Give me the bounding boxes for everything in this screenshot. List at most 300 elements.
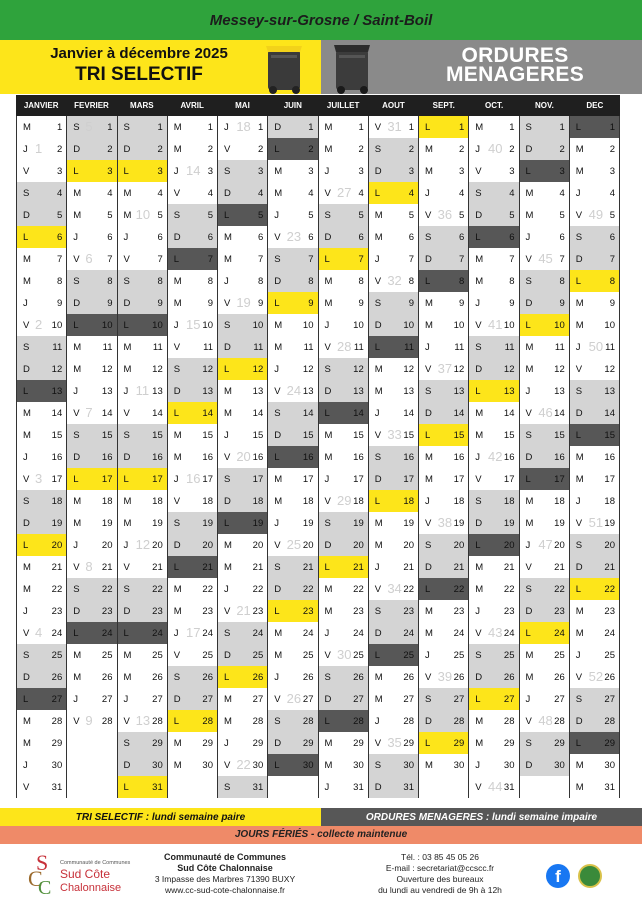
weekday-letter: L (525, 473, 531, 485)
facebook-icon[interactable]: f (546, 864, 570, 888)
day-cell (419, 446, 468, 468)
weekday-letter: S (23, 495, 30, 507)
day-cell (268, 754, 317, 776)
day-cell (168, 556, 217, 578)
day-number: 7 (458, 253, 465, 265)
day-cell (218, 248, 267, 270)
day-number: 4 (56, 187, 63, 199)
weekday-letter: J (123, 385, 129, 397)
day-number: 13 (152, 385, 163, 397)
month-column (570, 116, 620, 798)
day-number: 9 (107, 297, 113, 309)
day-number: 14 (403, 407, 414, 419)
day-number: 18 (604, 495, 615, 507)
weekday-letter: M (324, 429, 333, 441)
day-number: 11 (303, 341, 314, 353)
day-number: 17 (202, 473, 213, 485)
day-number: 9 (509, 297, 515, 309)
weekday-letter: M (274, 341, 283, 353)
day-cell (469, 556, 518, 578)
weekday-letter: D (374, 473, 382, 485)
day-number: 10 (503, 319, 515, 331)
day-cell (319, 226, 368, 248)
day-number: 16 (202, 451, 213, 463)
week-number: 1 (35, 141, 43, 156)
weekday-letter: L (274, 759, 280, 771)
day-cell (17, 270, 66, 292)
week-number: 31 (387, 119, 402, 134)
day-number: 17 (554, 473, 565, 485)
day-number: 14 (604, 407, 615, 419)
day-cell (268, 644, 317, 666)
weekday-letter: D (425, 407, 432, 419)
day-cell (17, 666, 66, 688)
day-cell (419, 160, 468, 182)
weekday-letter: M (73, 209, 82, 221)
day-cell (570, 424, 619, 446)
week-number: 13 (135, 713, 151, 728)
day-cell (319, 446, 368, 468)
day-number: 26 (202, 671, 213, 683)
week-number: 30 (337, 647, 352, 662)
weekday-letter: D (73, 605, 81, 617)
day-cell (319, 556, 368, 578)
weekday-letter: V (123, 253, 130, 265)
week-number: 41 (488, 317, 503, 332)
day-number: 15 (252, 429, 264, 441)
weekday-letter: J (173, 627, 179, 639)
day-number: 8 (56, 275, 63, 287)
day-cell (118, 622, 167, 644)
weekday-letter: D (274, 737, 282, 749)
day-cell (319, 688, 368, 710)
weekday-letter: L (73, 165, 79, 177)
day-number: 28 (353, 715, 364, 727)
day-number: 22 (453, 583, 465, 595)
week-number: 2 (35, 317, 43, 332)
day-cell (369, 336, 418, 358)
day-number: 22 (51, 583, 63, 595)
weekday-letter: M (324, 583, 333, 595)
week-number: 24 (286, 383, 302, 398)
day-cell (570, 248, 619, 270)
weekday-letter: M (274, 495, 283, 507)
day-number: 3 (157, 165, 163, 177)
day-cell (17, 688, 66, 710)
day-cell (118, 182, 167, 204)
day-number: 16 (353, 451, 364, 463)
weekday-letter: S (525, 737, 532, 749)
day-number: 2 (509, 143, 515, 155)
day-number: 20 (453, 539, 465, 551)
day-cell (268, 468, 317, 490)
day-cell (268, 534, 317, 556)
day-number: 3 (458, 165, 465, 177)
day-cell (469, 336, 518, 358)
day-number: 27 (403, 693, 414, 705)
weekday-letter: M (224, 539, 232, 551)
weekday-letter: V (425, 363, 432, 375)
day-cell (369, 248, 418, 270)
weekday-letter: S (23, 187, 30, 199)
weekday-letter: M (425, 165, 433, 177)
day-cell (570, 622, 619, 644)
weekday-letter: M (274, 473, 283, 485)
day-number: 26 (503, 671, 515, 683)
day-number: 19 (51, 517, 63, 529)
day-number: 10 (554, 319, 565, 331)
day-cell (268, 138, 317, 160)
weekday-letter: D (475, 363, 483, 375)
weekday-letter: V (274, 231, 281, 243)
day-number: 22 (202, 583, 213, 595)
day-number: 20 (101, 539, 113, 551)
day-number: 31 (252, 781, 264, 793)
day-cell (469, 380, 518, 402)
month-header: AOUT (382, 101, 405, 110)
day-cell (218, 204, 267, 226)
day-number: 25 (503, 649, 515, 661)
day-number: 22 (152, 583, 163, 595)
weekday-letter: M (173, 737, 182, 749)
weekday-letter: D (173, 539, 181, 551)
weekday-letter: L (73, 473, 79, 485)
day-cell (268, 204, 317, 226)
empty-cell (168, 776, 217, 798)
day-cell (268, 358, 317, 380)
day-cell (520, 292, 569, 314)
day-number: 18 (554, 495, 565, 507)
day-number: 17 (403, 473, 414, 485)
weekday-letter: M (23, 715, 31, 727)
weekday-letter: M (425, 319, 433, 331)
day-number: 17 (503, 473, 515, 485)
weekday-letter: J (73, 693, 78, 705)
day-number: 2 (207, 143, 213, 155)
day-number: 29 (503, 737, 515, 749)
weekday-letter: S (374, 451, 382, 463)
day-cell (469, 138, 518, 160)
weekday-letter: M (374, 209, 383, 221)
day-number: 17 (51, 473, 63, 485)
weekday-letter: J (374, 561, 380, 573)
day-number: 25 (353, 649, 364, 661)
weekday-letter: J (73, 231, 78, 243)
day-cell (570, 116, 619, 138)
day-cell (17, 732, 66, 754)
svg-text:C: C (28, 866, 43, 891)
weekday-letter: D (274, 121, 282, 133)
weekday-letter: V (274, 693, 281, 705)
weekday-letter: S (374, 605, 382, 617)
day-cell (319, 182, 368, 204)
weekday-letter: V (23, 627, 30, 639)
weekday-letter: M (525, 341, 534, 353)
day-cell (218, 182, 267, 204)
day-number: 30 (554, 759, 565, 771)
day-cell (520, 622, 569, 644)
day-cell (520, 270, 569, 292)
day-number: 23 (604, 605, 615, 617)
weekday-letter: S (324, 363, 331, 375)
weekday-letter: M (73, 517, 82, 529)
week-number: 34 (387, 581, 402, 596)
week-number: 9 (85, 713, 93, 728)
day-cell (168, 578, 217, 600)
weekday-letter: S (425, 385, 432, 397)
weekday-letter: M (575, 759, 584, 771)
weekday-letter: M (173, 429, 182, 441)
weekday-letter: L (425, 121, 431, 133)
empty-cell (67, 732, 116, 754)
day-cell (319, 204, 368, 226)
week-number: 26 (286, 691, 302, 706)
day-cell (469, 270, 518, 292)
day-cell (570, 358, 619, 380)
day-number: 8 (107, 275, 113, 287)
weekday-letter: L (575, 121, 582, 133)
week-number: 28 (337, 339, 352, 354)
day-number: 4 (257, 187, 264, 199)
week-number: 11 (135, 383, 150, 398)
day-cell (168, 490, 217, 512)
day-number: 13 (353, 385, 364, 397)
day-number: 29 (604, 737, 615, 749)
weekday-letter: D (575, 407, 583, 419)
weekday-letter: D (475, 517, 483, 529)
day-cell (520, 226, 569, 248)
day-number: 19 (353, 517, 364, 529)
weekday-letter: L (425, 737, 431, 749)
day-cell (520, 600, 569, 622)
weekday-letter: D (374, 781, 382, 793)
day-number: 28 (554, 715, 565, 727)
weekday-letter: L (173, 561, 180, 573)
day-number: 18 (353, 495, 364, 507)
day-cell (67, 644, 116, 666)
day-cell (67, 710, 116, 732)
week-number: 21 (236, 603, 251, 618)
weekday-letter: V (575, 671, 583, 683)
weekday-letter: D (525, 451, 533, 463)
weekday-letter: V (73, 407, 80, 419)
day-number: 27 (302, 693, 314, 705)
day-cell (118, 754, 167, 776)
day-cell (469, 248, 518, 270)
weekday-letter: D (173, 693, 181, 705)
day-number: 22 (101, 583, 113, 595)
day-cell (570, 336, 619, 358)
day-cell (218, 512, 267, 534)
day-number: 9 (458, 297, 465, 309)
day-number: 31 (353, 781, 364, 793)
weekday-letter: J (173, 165, 179, 177)
day-cell (168, 534, 217, 556)
day-number: 22 (503, 583, 515, 595)
weekday-letter: S (123, 275, 130, 287)
week-number: 42 (488, 449, 503, 464)
weekday-letter: J (123, 231, 129, 243)
day-cell (469, 490, 518, 512)
weekday-letter: V (123, 407, 130, 419)
day-cell (67, 116, 116, 138)
day-cell (419, 204, 468, 226)
weekday-letter: L (425, 275, 431, 287)
day-number: 15 (51, 429, 63, 441)
weekday-letter: L (274, 451, 280, 463)
week-number: 33 (387, 427, 402, 442)
day-cell (118, 688, 167, 710)
day-cell (319, 270, 368, 292)
day-cell (369, 160, 418, 182)
weekday-letter: S (73, 583, 80, 595)
day-number: 16 (152, 451, 163, 463)
svg-text:Chalonnaise: Chalonnaise (60, 882, 122, 894)
weekday-letter: J (274, 671, 279, 683)
day-cell (369, 446, 418, 468)
partner-seal-icon (578, 864, 602, 888)
month-header: JUILLET (326, 101, 360, 110)
weekday-letter: M (324, 121, 333, 133)
day-number: 23 (101, 605, 113, 617)
day-cell (319, 160, 368, 182)
day-cell (469, 160, 518, 182)
day-number: 17 (252, 473, 264, 485)
weekday-letter: D (123, 143, 131, 155)
weekday-letter: M (123, 495, 132, 507)
day-cell (369, 688, 418, 710)
day-cell (369, 710, 418, 732)
day-number: 2 (458, 143, 465, 155)
day-cell (168, 314, 217, 336)
day-number: 23 (503, 605, 515, 617)
weekday-letter: M (224, 715, 232, 727)
day-number: 26 (51, 671, 63, 683)
website-link[interactable]: www.cc-sud-cote-chalonnaise.fr (165, 885, 285, 895)
day-cell (319, 468, 368, 490)
day-cell (570, 732, 619, 754)
day-number: 11 (353, 341, 364, 353)
tri-title: TRI SELECTIF (75, 64, 203, 85)
day-number: 29 (554, 737, 565, 749)
weekday-letter: L (324, 253, 330, 265)
weekday-letter: M (324, 275, 333, 287)
weekday-letter: D (123, 297, 131, 309)
day-cell (520, 754, 569, 776)
weekday-letter: J (173, 473, 179, 485)
day-number: 23 (353, 605, 364, 617)
week-number: 7 (85, 405, 93, 420)
weekday-letter: V (374, 275, 382, 287)
weekday-letter: D (123, 451, 131, 463)
day-cell (469, 688, 518, 710)
day-cell (168, 666, 217, 688)
day-cell (268, 600, 317, 622)
day-number: 11 (253, 341, 264, 353)
day-number: 24 (453, 627, 465, 639)
day-number: 12 (604, 363, 615, 375)
day-cell (168, 732, 217, 754)
weekday-letter: S (123, 121, 130, 133)
day-cell (268, 182, 317, 204)
week-number: 37 (437, 361, 453, 376)
day-cell (570, 644, 619, 666)
day-number: 7 (408, 253, 414, 265)
day-number: 30 (604, 759, 615, 771)
weekday-letter: D (324, 539, 332, 551)
day-cell (17, 556, 66, 578)
day-number: 5 (509, 209, 515, 221)
day-cell (17, 424, 66, 446)
day-number: 8 (559, 275, 565, 287)
email-link[interactable]: E-mail : secretariat@ccscc.fr (385, 863, 495, 873)
weekday-letter: M (274, 627, 283, 639)
week-number: 36 (437, 207, 453, 222)
day-cell (570, 160, 619, 182)
weekday-letter: L (525, 627, 531, 639)
day-cell (419, 138, 468, 160)
weekday-letter: M (173, 759, 182, 771)
day-number: 21 (252, 561, 264, 573)
weekday-letter: D (123, 605, 131, 617)
day-number: 2 (157, 143, 163, 155)
day-cell (520, 336, 569, 358)
weekday-letter: J (23, 759, 28, 771)
day-number: 25 (453, 649, 465, 661)
day-number: 31 (51, 781, 63, 793)
weekday-letter: M (475, 121, 484, 133)
day-number: 16 (403, 451, 414, 463)
weekday-letter: M (525, 209, 534, 221)
day-number: 9 (609, 297, 615, 309)
week-number: 51 (588, 515, 604, 530)
day-number: 31 (604, 781, 615, 793)
day-cell (17, 754, 66, 776)
day-number: 12 (353, 363, 364, 375)
day-cell (520, 512, 569, 534)
weekday-letter: V (475, 319, 482, 331)
weekday-letter: J (525, 231, 531, 243)
day-cell (17, 512, 66, 534)
week-number: 27 (337, 185, 352, 200)
day-number: 16 (302, 451, 314, 463)
day-cell (268, 116, 317, 138)
day-cell (168, 754, 217, 776)
day-number: 29 (51, 737, 63, 749)
day-number: 10 (353, 319, 364, 331)
weekday-letter: S (475, 649, 482, 661)
day-cell (268, 160, 317, 182)
week-number: 44 (488, 779, 503, 794)
weekday-letter: M (475, 429, 484, 441)
day-cell (118, 248, 167, 270)
day-cell (319, 578, 368, 600)
day-cell (218, 732, 267, 754)
weekday-letter: M (173, 451, 182, 463)
day-cell (419, 292, 468, 314)
weekday-letter: M (575, 451, 584, 463)
weekday-letter: S (73, 121, 80, 133)
day-number: 16 (554, 451, 565, 463)
day-cell (369, 556, 418, 578)
day-number: 17 (302, 473, 314, 485)
weekday-letter: S (23, 649, 30, 661)
weekday-letter: M (224, 407, 232, 419)
day-number: 30 (51, 759, 63, 771)
day-number: 13 (403, 385, 414, 397)
day-number: 9 (559, 297, 565, 309)
weekday-letter: M (324, 451, 333, 463)
